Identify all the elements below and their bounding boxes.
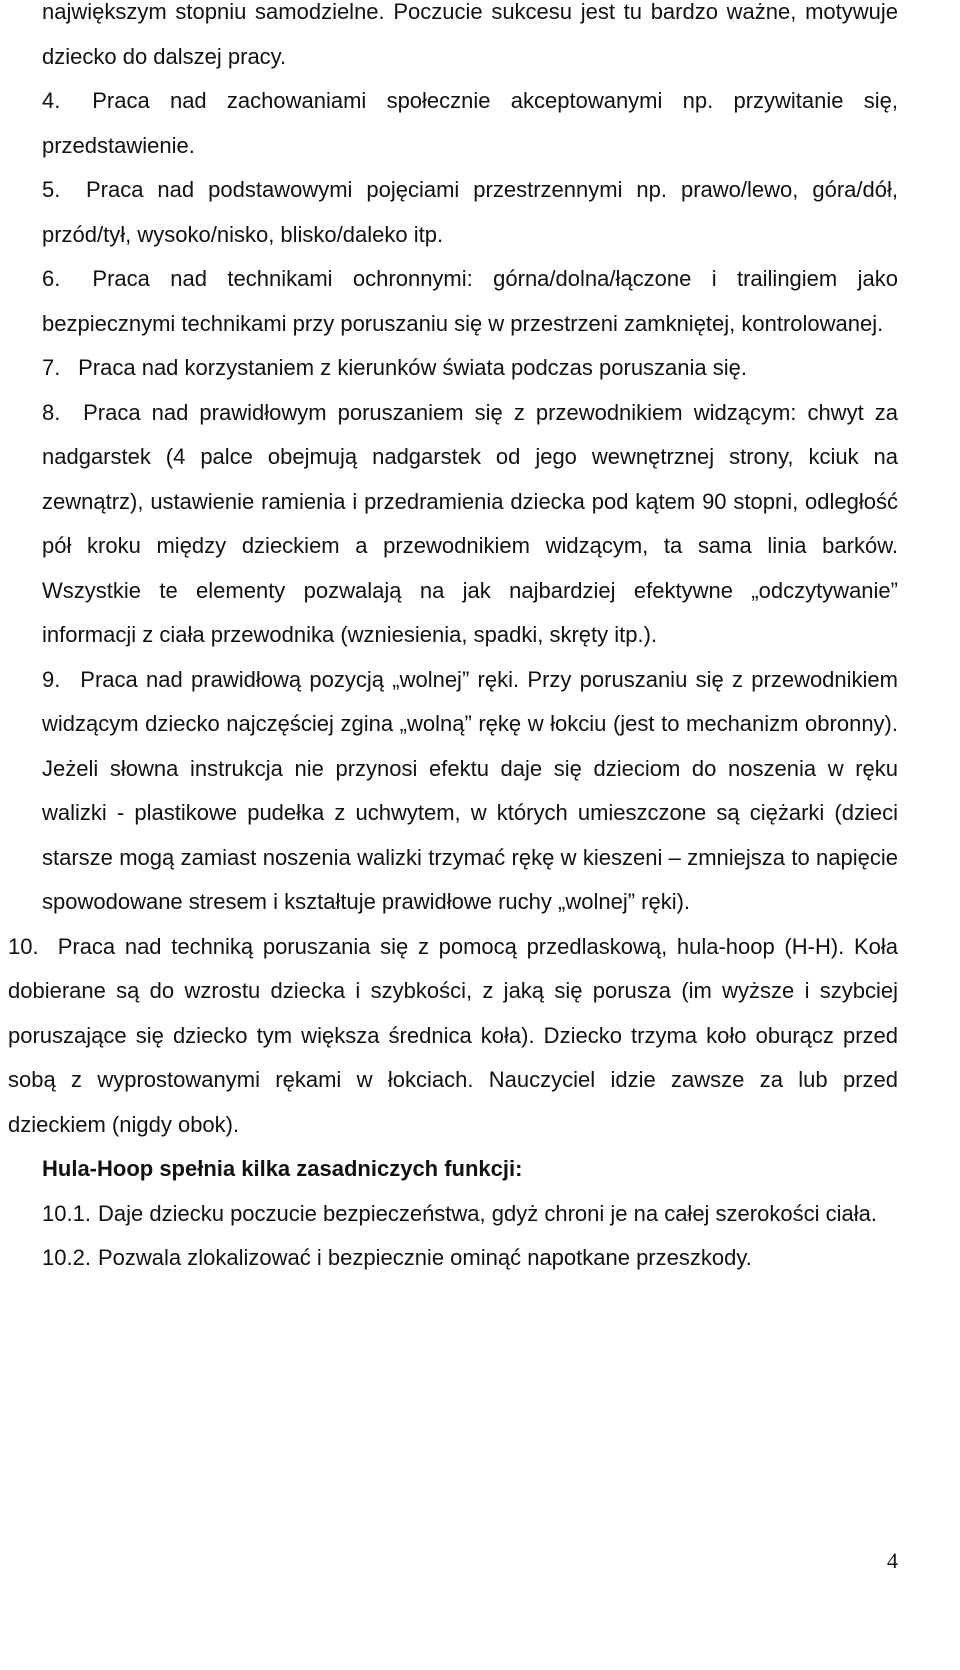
list-item-5 bbox=[42, 168, 898, 257]
sub-item-10-1 bbox=[42, 1192, 898, 1237]
list-text: Praca nad prawidłową pozycją „wolnej” ręki. Przy poruszaniu się z przewodnikiem widzącym dziecko najczęściej zgina „wolną” rękę w łokciu (jest to mechanizm obronny). Jeżeli słowna instrukcja nie przynosi efektu daje się dzieciom do noszenia w ręku walizki - plastikowe pudełka z uchwytem, w których umieszczone są ciężarki (dzieci starsze mogą zamiast noszenia walizki trzymać rękę w kieszeni – zmniejsza to napięcie spowodowane stresem i kształtuje prawidłowe ruchy „wolnej” ręki). bbox=[42, 666, 898, 914]
list-text: Praca nad zachowaniami społecznie akceptowanymi np. przywitanie się, przedstawienie. bbox=[42, 88, 898, 158]
list-text: Praca nad technikami ochronnymi: górna/dolna/łączone i trailingiem jako bezpiecznymi technikami przy poruszaniu się w przestrzeni zamkniętej, kontrolowanej. bbox=[42, 266, 898, 336]
list-number: 4. bbox=[42, 88, 61, 113]
list-item-7 bbox=[42, 346, 898, 391]
sub-item-text: Daje dziecku poczucie bezpieczeństwa, gdyż chroni je na całej szerokości ciała. bbox=[98, 1200, 877, 1226]
sub-item-number: 10.2. bbox=[42, 1245, 91, 1270]
list-number: 9. bbox=[42, 666, 61, 692]
section-heading: Hula-Hoop spełnia kilka zasadniczych funkcji: bbox=[42, 1156, 523, 1181]
document-page bbox=[8, 0, 898, 1281]
list-item-10 bbox=[8, 925, 898, 1148]
list-number: 5. bbox=[42, 177, 61, 202]
list-item-8 bbox=[42, 391, 898, 658]
continuation-paragraph: największym stopniu samodzielne. Poczucie sukcesu jest tu bardzo ważne, motywuje dziecko do dalszej pracy. bbox=[42, 0, 898, 69]
sub-item-text: Pozwala zlokalizować i bezpiecznie ominąć napotkane przeszkody. bbox=[98, 1245, 752, 1270]
list-text: Praca nad techniką poruszania się z pomocą przedlaskową, hula-hoop (H-H). Koła dobierane są do wzrostu dziecka i szybkości, z jaką się porusza (im wyższe i szybciej poruszające się dziecko tym większa średnica koła). Dziecko trzyma koło oburącz przed sobą z wyprostowanymi rękami w łokciach. Nauczyciel idzie zawsze za lub przed dzieckiem (nigdy obok). bbox=[8, 933, 898, 1137]
list-text: Praca nad korzystaniem z kierunków świata podczas poruszania się. bbox=[78, 355, 747, 380]
sub-item-10-2 bbox=[42, 1236, 898, 1281]
list-number: 7. bbox=[42, 355, 61, 380]
list-item-4 bbox=[42, 79, 898, 168]
list-number: 6. bbox=[42, 266, 61, 291]
list-number: 8. bbox=[42, 399, 61, 425]
page-number: 4 bbox=[887, 1548, 898, 1573]
list-item-6 bbox=[42, 257, 898, 346]
sub-item-number: 10.1. bbox=[42, 1200, 91, 1226]
list-item-9 bbox=[42, 658, 898, 925]
list-number: 10. bbox=[8, 933, 39, 959]
list-text: Praca nad prawidłowym poruszaniem się z przewodnikiem widzącym: chwyt za nadgarstek (4 palce obejmują nadgarstek od jego wewnętrznej strony, kciuk na zewnątrz), ustawienie ramienia i przedramienia dziecka pod kątem 90 stopni, odległość pół kroku między dzieckiem a przewodnikiem widzącym, ta sama linia barków. Wszystkie te elementy pozwalają na jak najbardziej efektywne „odczytywanie” informacji z ciała przewodnika (wzniesienia, spadki, skręty itp.). bbox=[42, 399, 898, 647]
list-text: Praca nad podstawowymi pojęciami przestrzennymi np. prawo/lewo, góra/dół, przód/tył, wysoko/nisko, blisko/daleko itp. bbox=[42, 177, 898, 247]
